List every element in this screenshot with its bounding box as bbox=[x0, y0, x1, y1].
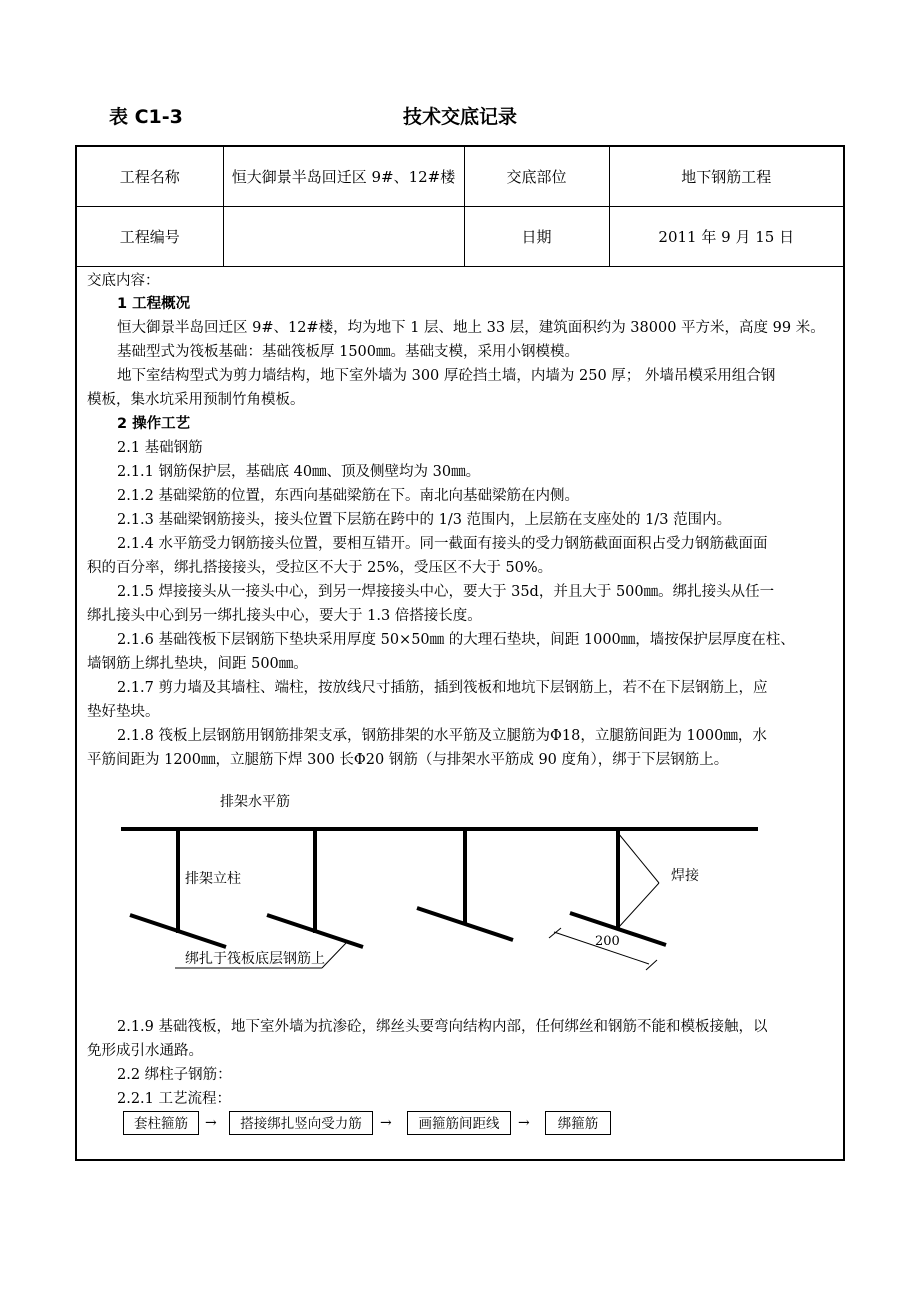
record-frame bbox=[75, 145, 845, 1161]
flow-step: 绑箍筋 bbox=[545, 1111, 611, 1135]
paragraph: 2.1.9 基础筏板，地下室外墙为抗渗砼，绑丝头要弯向结构内部，任何绑丝和钢筋不能和模板接触，以 bbox=[117, 1019, 768, 1035]
label-bottom-bar: 绑扎于筏板底层钢筋上 bbox=[185, 951, 325, 967]
paragraph: 2.1.8 筏板上层钢筋用钢筋排架支承，钢筋排架的水平筋及立腿筋为Φ18，立腿筋间距为 1000㎜，水 bbox=[117, 728, 767, 744]
section-title: 2 操作工艺 bbox=[117, 416, 191, 432]
project-no-label: 工程编号 bbox=[77, 207, 223, 267]
label-column: 排架立柱 bbox=[185, 871, 241, 887]
paragraph: 2.1.7 剪力墙及其墙柱、端柱，按放线尺寸插筋，插到筏板和地坑下层钢筋上，若不在下层钢筋上，应 bbox=[117, 680, 768, 696]
table-row bbox=[77, 207, 843, 267]
document-title: 技术交底记录 bbox=[402, 106, 517, 128]
info-table bbox=[77, 147, 843, 267]
flow-arrow: → bbox=[205, 1115, 217, 1131]
date-label: 日期 bbox=[464, 207, 609, 267]
label-leader bbox=[322, 942, 347, 968]
paragraph: 模板，集水坑采用预制竹角模板。 bbox=[87, 392, 305, 408]
label-horizontal-bar: 排架水平筋 bbox=[220, 794, 290, 810]
rebar-support-diagram bbox=[77, 782, 843, 1007]
intro-label: 交底内容： bbox=[87, 273, 160, 289]
weld-leader bbox=[618, 883, 659, 928]
flow-arrow: → bbox=[380, 1115, 392, 1131]
paragraph: 积的百分率，绑扎搭接接头，受拉区不大于 25%，受压区不大于 50%。 bbox=[87, 560, 553, 576]
label-dimension: 200 bbox=[595, 934, 620, 949]
paragraph: 2.1.2 基础梁筋的位置，东西向基础梁筋在下。南北向基础梁筋在内侧。 bbox=[117, 488, 580, 504]
label-weld: 焊接 bbox=[671, 868, 699, 884]
flow-step: 搭接绑扎竖向受力筋 bbox=[229, 1111, 373, 1135]
table-row bbox=[77, 147, 843, 207]
part-value: 地下钢筋工程 bbox=[609, 147, 843, 207]
paragraph: 墙钢筋上绑扎垫块，间距 500㎜。 bbox=[87, 656, 308, 672]
dimension-tick bbox=[549, 928, 561, 938]
project-name-label: 工程名称 bbox=[77, 147, 223, 207]
paragraph: 垫好垫块。 bbox=[87, 704, 160, 720]
subsection-title: 2.1 基础钢筋 bbox=[117, 440, 203, 456]
paragraph: 平筋间距为 1200㎜，立腿筋下焊 300 长Φ20 钢筋（与排架水平筋成 90 度角），绑于下层钢筋上。 bbox=[87, 752, 729, 768]
subsection-title: 2.2.1 工艺流程： bbox=[117, 1091, 232, 1107]
flow-step: 套柱箍筋 bbox=[123, 1111, 199, 1135]
form-number: 表 C1-3 bbox=[109, 106, 183, 128]
flow-arrow: → bbox=[518, 1115, 530, 1131]
date-value: 2011 年 9 月 15 日 bbox=[609, 207, 843, 267]
paragraph: 地下室结构型式为剪力墙结构，地下室外墙为 300 厚砼挡土墙，内墙为 250 厚； 外墙吊模采用组合钢 bbox=[117, 368, 776, 384]
dimension-tick bbox=[646, 960, 657, 970]
paragraph: 免形成引水通路。 bbox=[87, 1043, 203, 1059]
paragraph: 绑扎接头中心到另一绑扎接头中心，要大于 1.3 倍搭接长度。 bbox=[87, 608, 482, 624]
paragraph: 2.1.4 水平筋受力钢筋接头位置，要相互错开。同一截面有接头的受力钢筋截面面积占受力钢筋截面面 bbox=[117, 536, 768, 552]
part-label: 交底部位 bbox=[464, 147, 609, 207]
paragraph: 基础型式为筏板基础：基础筏板厚 1500㎜。基础支模，采用小钢模模。 bbox=[117, 344, 580, 360]
section-title: 1 工程概况 bbox=[117, 296, 191, 312]
paragraph: 2.1.6 基础筏板下层钢筋下垫块采用厚度 50×50㎜ 的大理石垫块，间距 1000㎜，墙按保护层厚度在柱、 bbox=[117, 632, 795, 648]
weld-leader bbox=[618, 833, 659, 883]
project-no-value bbox=[223, 207, 464, 267]
subsection-title: 2.2 绑柱子钢筋： bbox=[117, 1067, 232, 1083]
paragraph: 2.1.1 钢筋保护层，基础底 40㎜、顶及侧壁均为 30㎜。 bbox=[117, 464, 481, 480]
project-name-value: 恒大御景半岛回迁区 9#、12#楼 bbox=[223, 147, 464, 207]
paragraph: 2.1.5 焊接接头从一接头中心，到另一焊接接头中心，要大于 35d，并且大于 500㎜。绑扎接头从任一 bbox=[117, 584, 775, 600]
paragraph: 2.1.3 基础梁钢筋接头，接头位置下层筋在跨中的 1/3 范围内，上层筋在支座处的 1/3 范围内。 bbox=[117, 512, 732, 528]
flow-step: 画箍筋间距线 bbox=[407, 1111, 511, 1135]
paragraph: 恒大御景半岛回迁区 9#、12#楼，均为地下 1 层、地上 33 层，建筑面积约为 38000 平方米，高度 99 米。 bbox=[117, 320, 825, 336]
